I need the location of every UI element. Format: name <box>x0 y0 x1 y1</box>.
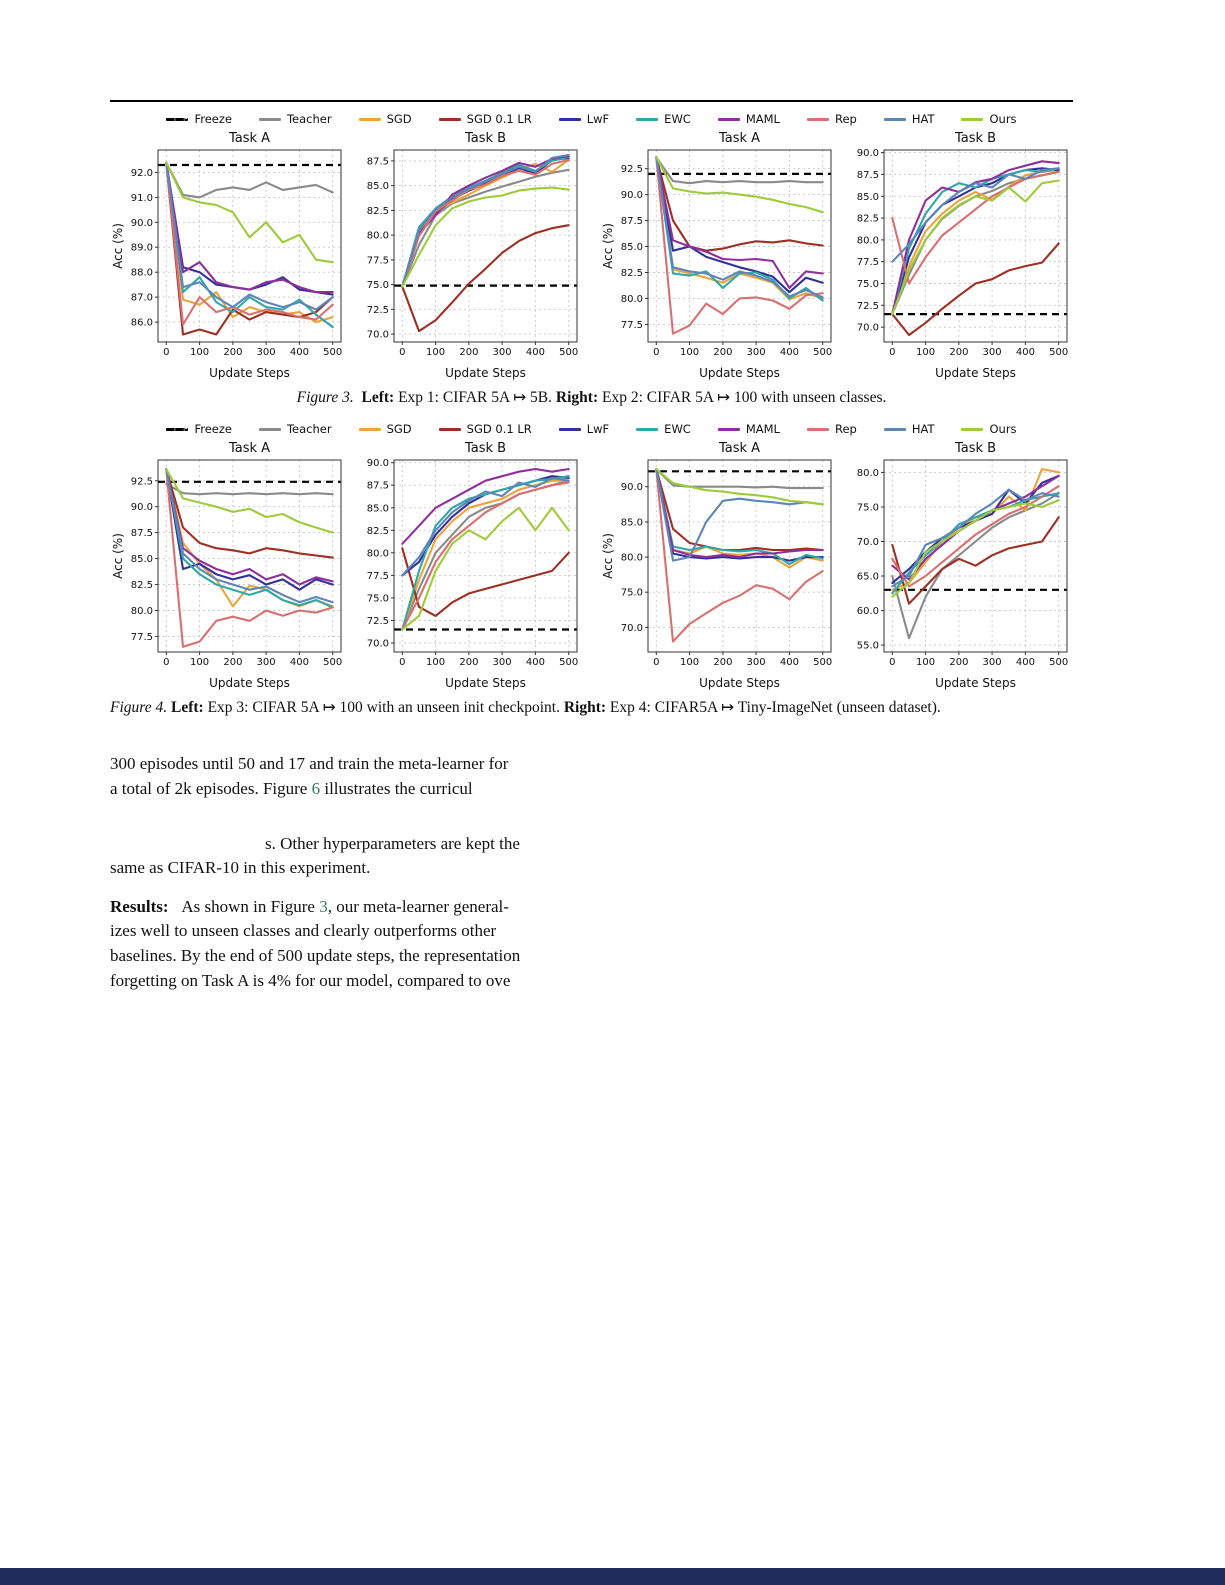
svg-text:60.0: 60.0 <box>856 606 879 618</box>
legend-swatch <box>559 428 581 431</box>
svg-text:87.5: 87.5 <box>130 528 153 540</box>
svg-text:100: 100 <box>680 657 700 669</box>
svg-text:100: 100 <box>426 657 446 669</box>
svg-text:400: 400 <box>289 657 309 669</box>
legend-item-sgd <box>359 112 412 126</box>
chart-exp2-task-a <box>600 128 836 382</box>
svg-text:70.0: 70.0 <box>856 322 879 334</box>
svg-text:200: 200 <box>223 347 243 358</box>
legend-item-ours <box>961 422 1016 436</box>
legend-item-teacher <box>259 422 332 436</box>
figure4-caption <box>110 698 1073 718</box>
svg-text:90.0: 90.0 <box>366 458 389 470</box>
svg-text:500: 500 <box>813 347 833 358</box>
svg-text:77.5: 77.5 <box>366 255 389 267</box>
legend-swatch <box>439 428 461 431</box>
chart-exp1-task-b <box>346 128 582 382</box>
svg-text:77.5: 77.5 <box>620 319 643 331</box>
legend-swatch <box>166 118 188 121</box>
svg-text:72.5: 72.5 <box>366 304 389 316</box>
legend-swatch <box>884 428 906 431</box>
svg-text:87.0: 87.0 <box>130 292 153 304</box>
svg-text:87.5: 87.5 <box>366 156 389 168</box>
svg-text:0: 0 <box>163 657 170 669</box>
svg-text:82.5: 82.5 <box>130 580 153 592</box>
text-span: Figure 4. <box>110 699 168 717</box>
svg-text:0: 0 <box>399 347 406 358</box>
svg-text:200: 200 <box>949 657 969 669</box>
text-span <box>354 389 362 406</box>
text-span: Results: <box>110 896 169 916</box>
svg-text:400: 400 <box>779 347 799 358</box>
svg-text:Task B: Task B <box>954 441 997 457</box>
text-span: Left: <box>361 389 395 406</box>
text-span: Exp 3: CIFAR 5A ↦ 100 with an unseen init checkpoint. <box>203 699 564 717</box>
figure-ref-link[interactable]: 6 <box>311 778 321 798</box>
svg-text:0: 0 <box>653 347 660 358</box>
legend-label: Rep <box>834 112 857 126</box>
svg-text:70.0: 70.0 <box>620 623 643 635</box>
svg-text:Update Steps: Update Steps <box>209 676 290 691</box>
svg-text:100: 100 <box>916 347 936 358</box>
legend-item-hat <box>884 112 935 126</box>
svg-text:Update Steps: Update Steps <box>699 676 780 691</box>
legend-label: SGD 0.1 LR <box>466 422 532 437</box>
legend-swatch <box>559 118 581 121</box>
legend-item-rep <box>807 112 857 126</box>
svg-text:92.5: 92.5 <box>130 476 153 488</box>
paragraph-gap <box>110 881 582 895</box>
svg-text:200: 200 <box>949 347 969 358</box>
legend-label: Rep <box>834 422 857 437</box>
body-line <box>110 895 582 920</box>
legend-swatch <box>259 428 281 431</box>
svg-text:500: 500 <box>1049 347 1069 358</box>
figure4-left-pair <box>110 438 582 692</box>
svg-text:Task A: Task A <box>228 441 271 457</box>
svg-text:200: 200 <box>713 657 733 669</box>
legend-label: MAML <box>745 112 780 126</box>
text-span: Exp 2: CIFAR 5A ↦ 100 with unseen classes. <box>598 389 887 406</box>
svg-text:85.0: 85.0 <box>620 242 643 253</box>
legend-item-sgd-0-1-lr <box>439 112 532 126</box>
paragraph-gap <box>110 802 582 832</box>
legend-swatch <box>636 428 658 431</box>
legend-swatch <box>807 118 829 121</box>
svg-text:91.0: 91.0 <box>130 192 153 204</box>
legend-item-sgd-0-1-lr <box>439 422 532 436</box>
svg-text:90.0: 90.0 <box>856 148 879 160</box>
svg-text:85.0: 85.0 <box>856 191 879 203</box>
svg-text:72.5: 72.5 <box>366 616 389 628</box>
text-span: same as CIFAR-10 in this experiment. <box>110 858 371 878</box>
svg-text:400: 400 <box>1015 657 1035 669</box>
svg-text:Update Steps: Update Steps <box>935 366 1016 380</box>
legend-label: SGD <box>386 422 412 437</box>
svg-text:100: 100 <box>190 347 210 358</box>
chart-exp3-task-b <box>346 438 582 692</box>
legend-item-hat <box>884 422 935 436</box>
svg-text:75.0: 75.0 <box>366 593 389 605</box>
legend-swatch <box>359 118 381 121</box>
legend-label: LwF <box>586 422 610 437</box>
svg-text:80.0: 80.0 <box>620 293 643 305</box>
svg-text:85.0: 85.0 <box>620 517 643 529</box>
body-line <box>110 969 582 994</box>
svg-text:86.0: 86.0 <box>130 317 153 329</box>
text-span: Exp 1: CIFAR 5A ↦ 5B. <box>394 389 556 406</box>
legend-item-teacher <box>259 112 332 126</box>
svg-text:90.0: 90.0 <box>130 502 153 514</box>
svg-text:82.5: 82.5 <box>366 525 389 537</box>
svg-text:70.0: 70.0 <box>856 537 879 549</box>
legend-label: MAML <box>745 422 780 437</box>
svg-text:80.0: 80.0 <box>366 548 389 560</box>
legend-swatch <box>439 118 461 121</box>
figure4-block <box>110 422 1073 718</box>
svg-text:Task A: Task A <box>718 131 761 146</box>
svg-text:500: 500 <box>813 657 833 669</box>
chart-exp1-task-a <box>110 128 346 382</box>
figure3-block <box>110 112 1073 408</box>
body-line <box>110 777 582 802</box>
bottom-bar <box>0 1568 1225 1585</box>
chart-exp3-task-a <box>110 438 346 692</box>
text-span: s. Other hyperparameters are kept the <box>265 833 520 853</box>
svg-text:500: 500 <box>559 657 579 669</box>
figure3-charts <box>110 128 1073 382</box>
legend-label: Teacher <box>286 112 332 126</box>
legend-label: SGD 0.1 LR <box>466 112 532 126</box>
figure3-legend <box>110 112 1073 126</box>
figure4-charts <box>110 438 1073 692</box>
top-rule <box>110 100 1073 102</box>
figure-ref-link[interactable]: 3 <box>319 896 328 916</box>
svg-text:300: 300 <box>492 347 512 358</box>
body-line <box>110 856 582 881</box>
chart-exp4-task-b <box>836 438 1072 692</box>
legend-swatch <box>636 118 658 121</box>
svg-text:87.5: 87.5 <box>620 216 643 228</box>
legend-item-sgd <box>359 422 412 436</box>
svg-text:Task B: Task B <box>464 131 507 146</box>
svg-text:400: 400 <box>289 347 309 358</box>
text-span: illustrates the curricul <box>320 778 473 798</box>
svg-text:300: 300 <box>492 657 512 669</box>
svg-text:65.0: 65.0 <box>856 571 879 583</box>
legend-item-maml <box>718 422 780 436</box>
svg-text:0: 0 <box>163 347 170 358</box>
svg-text:0: 0 <box>399 657 406 669</box>
text-span: Exp 4: CIFAR5A ↦ Tiny-ImageNet (unseen dataset). <box>606 699 941 717</box>
svg-text:77.5: 77.5 <box>366 571 389 583</box>
svg-text:Acc (%): Acc (%) <box>601 533 615 580</box>
chart-exp4-task-a <box>600 438 836 692</box>
text-span: , our meta-learner general- <box>327 896 509 916</box>
svg-text:77.5: 77.5 <box>130 632 153 644</box>
svg-text:300: 300 <box>982 657 1002 669</box>
svg-text:90.0: 90.0 <box>620 482 643 494</box>
svg-text:80.0: 80.0 <box>620 552 643 564</box>
legend-item-lwf <box>559 422 609 436</box>
text-span: Right: <box>555 389 599 406</box>
svg-text:200: 200 <box>459 347 479 358</box>
figure3-left-pair <box>110 128 582 382</box>
svg-text:82.5: 82.5 <box>856 213 879 225</box>
svg-text:100: 100 <box>190 657 210 669</box>
svg-text:92.5: 92.5 <box>620 164 643 176</box>
svg-text:87.5: 87.5 <box>366 480 389 492</box>
svg-text:400: 400 <box>525 657 545 669</box>
figure4-legend <box>110 422 1073 436</box>
svg-text:75.0: 75.0 <box>856 502 879 514</box>
text-span: As shown in Figure <box>168 896 320 916</box>
svg-text:0: 0 <box>653 657 660 669</box>
legend-swatch <box>259 118 281 121</box>
svg-text:Update Steps: Update Steps <box>445 366 526 380</box>
svg-text:75.0: 75.0 <box>856 279 879 290</box>
legend-item-ewc <box>636 112 691 126</box>
legend-label: Freeze <box>194 112 232 126</box>
svg-text:82.5: 82.5 <box>620 268 643 279</box>
svg-text:77.5: 77.5 <box>856 257 879 269</box>
svg-text:82.5: 82.5 <box>366 205 389 217</box>
figure3-caption <box>110 388 1073 408</box>
text-span: 300 episodes until 50 and 17 and train the meta-learner for <box>110 754 509 774</box>
svg-text:75.0: 75.0 <box>620 587 643 599</box>
svg-text:200: 200 <box>713 347 733 358</box>
legend-swatch <box>166 428 188 431</box>
svg-text:Acc (%): Acc (%) <box>111 533 125 580</box>
svg-text:85.0: 85.0 <box>366 181 389 193</box>
svg-text:400: 400 <box>1015 347 1035 358</box>
svg-text:70.0: 70.0 <box>366 638 389 650</box>
svg-text:Update Steps: Update Steps <box>209 366 290 380</box>
body-line <box>265 832 582 857</box>
body-line <box>110 944 582 969</box>
legend-swatch <box>807 428 829 431</box>
svg-text:100: 100 <box>680 347 700 358</box>
svg-text:Update Steps: Update Steps <box>699 366 780 380</box>
text-span: forgetting on Task A is 4% for our model, compared to ove <box>110 970 511 990</box>
legend-swatch <box>359 428 381 431</box>
legend-swatch <box>718 118 740 121</box>
legend-item-maml <box>718 112 780 126</box>
svg-text:Task A: Task A <box>228 131 271 146</box>
text-span: Figure 3. <box>296 389 354 406</box>
legend-label: Teacher <box>286 422 332 437</box>
legend-item-ours <box>961 112 1016 126</box>
svg-text:300: 300 <box>256 347 276 358</box>
svg-text:100: 100 <box>916 657 936 669</box>
body-text-column <box>110 752 582 993</box>
svg-text:500: 500 <box>1049 657 1069 669</box>
svg-text:300: 300 <box>746 347 766 358</box>
svg-text:Acc (%): Acc (%) <box>601 223 615 269</box>
svg-text:85.0: 85.0 <box>130 554 153 566</box>
svg-text:90.0: 90.0 <box>620 190 643 202</box>
svg-text:300: 300 <box>982 347 1002 358</box>
legend-swatch <box>884 118 906 121</box>
legend-label: Freeze <box>194 422 232 437</box>
legend-label: HAT <box>911 422 935 437</box>
svg-text:70.0: 70.0 <box>366 329 389 341</box>
svg-text:90.0: 90.0 <box>130 217 153 229</box>
legend-item-freeze <box>166 112 232 126</box>
text-span: Left: <box>171 699 204 717</box>
legend-label: Ours <box>989 422 1017 437</box>
svg-text:80.0: 80.0 <box>856 468 879 480</box>
legend-label: LwF <box>586 112 610 126</box>
text-span: Right: <box>563 699 607 717</box>
svg-text:0: 0 <box>889 347 896 358</box>
svg-text:Task B: Task B <box>954 131 997 146</box>
svg-text:88.0: 88.0 <box>130 267 153 279</box>
svg-text:85.0: 85.0 <box>366 503 389 515</box>
text-span: izes well to unseen classes and clearly outperforms other <box>110 921 497 941</box>
svg-text:72.5: 72.5 <box>856 300 879 312</box>
svg-text:500: 500 <box>559 347 579 358</box>
svg-text:Acc (%): Acc (%) <box>111 223 125 269</box>
legend-item-rep <box>807 422 857 436</box>
svg-text:Task A: Task A <box>718 441 761 457</box>
svg-text:100: 100 <box>426 347 446 358</box>
page-content <box>110 100 1073 993</box>
svg-text:200: 200 <box>223 657 243 669</box>
legend-label: Ours <box>989 112 1017 126</box>
svg-text:55.0: 55.0 <box>856 640 879 652</box>
svg-text:92.0: 92.0 <box>130 167 153 179</box>
svg-text:Task B: Task B <box>464 441 507 457</box>
legend-label: SGD <box>386 112 412 126</box>
legend-label: HAT <box>911 112 935 126</box>
legend-label: EWC <box>664 112 691 126</box>
svg-text:400: 400 <box>779 657 799 669</box>
svg-text:89.0: 89.0 <box>130 242 153 254</box>
body-line <box>110 919 582 944</box>
legend-label: EWC <box>664 422 691 437</box>
svg-text:300: 300 <box>746 657 766 669</box>
figure4-right-pair <box>600 438 1072 692</box>
legend-swatch <box>718 428 740 431</box>
svg-text:400: 400 <box>525 347 545 358</box>
svg-text:300: 300 <box>256 657 276 669</box>
svg-text:75.0: 75.0 <box>366 280 389 292</box>
legend-item-freeze <box>166 422 232 436</box>
chart-exp2-task-b <box>836 128 1072 382</box>
svg-text:500: 500 <box>323 347 343 358</box>
svg-text:80.0: 80.0 <box>366 230 389 242</box>
svg-text:87.5: 87.5 <box>856 169 879 181</box>
legend-swatch <box>961 428 983 431</box>
svg-text:0: 0 <box>889 657 896 669</box>
figure3-right-pair <box>600 128 1072 382</box>
svg-text:80.0: 80.0 <box>130 606 153 618</box>
svg-text:80.0: 80.0 <box>856 235 879 247</box>
text-span: a total of 2k episodes. Figure <box>110 778 312 798</box>
legend-item-ewc <box>636 422 691 436</box>
legend-item-lwf <box>559 112 609 126</box>
svg-text:Update Steps: Update Steps <box>445 676 526 691</box>
svg-text:500: 500 <box>323 657 343 669</box>
body-line <box>110 752 582 777</box>
legend-swatch <box>961 118 983 121</box>
svg-text:Update Steps: Update Steps <box>935 676 1016 691</box>
text-span: baselines. By the end of 500 update steps, the representation <box>110 946 521 966</box>
svg-text:200: 200 <box>459 657 479 669</box>
